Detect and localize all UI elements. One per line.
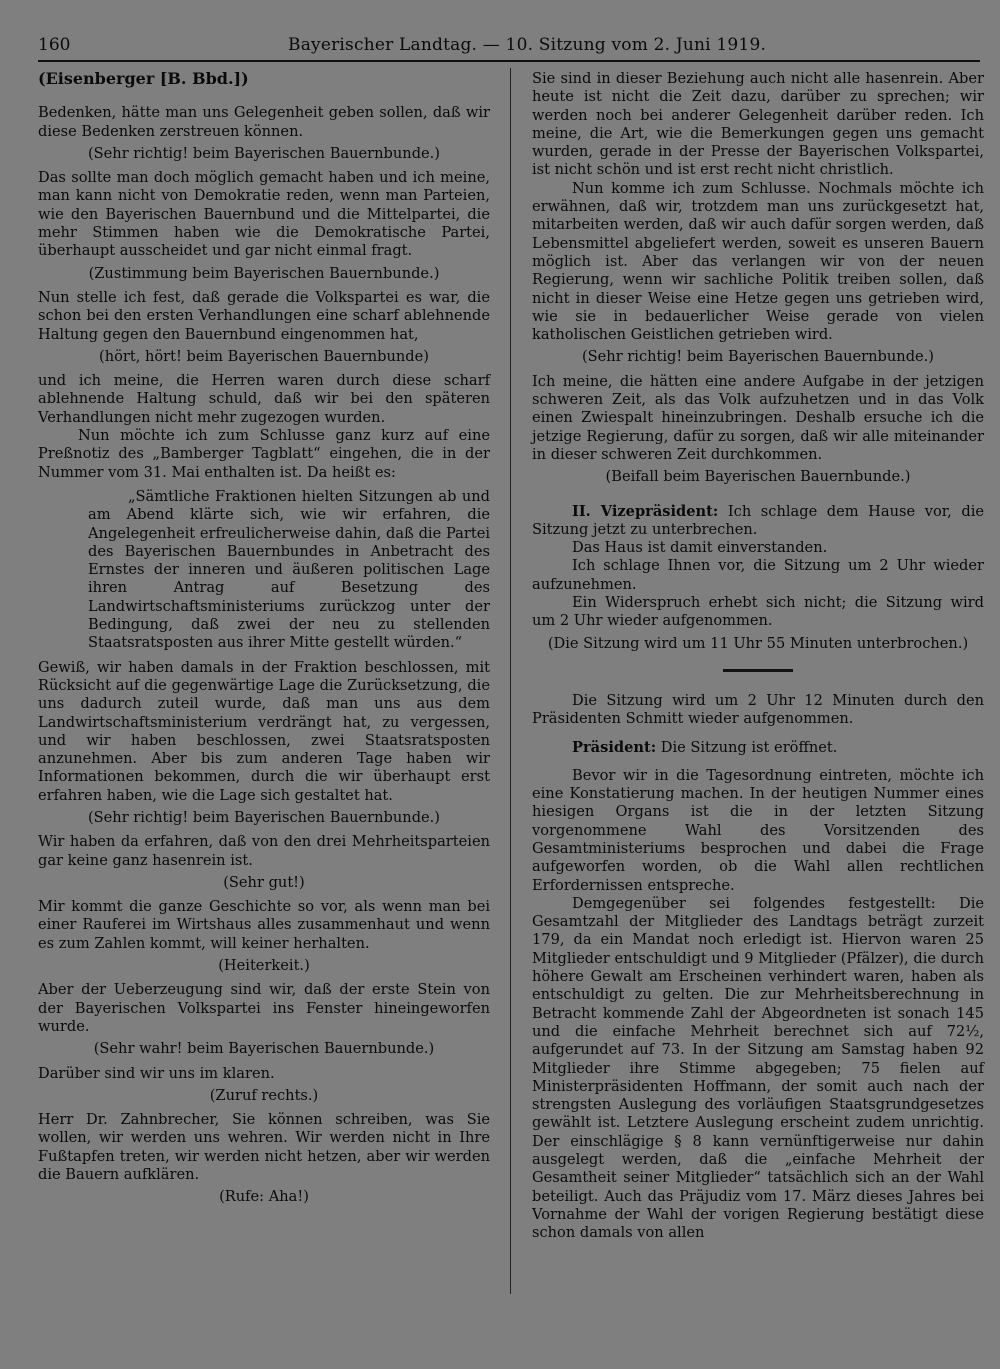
session-note: (Die Sitzung wird um 11 Uhr 55 Minuten unterbrochen.) (547, 634, 969, 652)
paragraph: Bedenken, hätte man uns Gelegenheit geben sollen, daß wir diese Bedenken zerstreuen können. (38, 104, 490, 140)
page-header (38, 30, 980, 62)
page-number: 160 (38, 35, 71, 55)
paragraph: Ich schlage Ihnen vor, die Sitzung um 2 Uhr wieder aufzunehmen. (532, 557, 984, 593)
paragraph: Ich meine, die hätten eine andere Aufgabe in der jetzigen schweren Zeit, als das Volk aufzuhetzen und in das Volk einen Zwiespalt hineinzubringen. Deshalb ersuche ich die jetzige Regierung, dafür zu sorgen, daß wir alle miteinander in dieser schweren Zeit durchkommen. (532, 372, 984, 463)
president-statement (532, 739, 984, 757)
paragraph: Nun komme ich zum Schlusse. Nochmals möchte ich erwähnen, daß wir, trotzdem man uns zurückgesetzt hat, mitarbeiten werden, daß wir auch dafür sorgen werden, daß Lebensmittel abgeliefert werden, soweit es unseren Bauern möglich ist. Aber das verlangen wir von der neuen Regierung, wenn wir sachliche Politik treiben sollen, daß nicht in dieser Weise eine Hetze gegen uns getrieben wird, wie sie in bedauerlicher Weise gerade von vielen katholischen Geistlichen getrieben wird. (532, 179, 984, 344)
paragraph: Sie sind in dieser Beziehung auch nicht alle hasenrein. Aber heute ist nicht die Zeit dazu, darüber zu sprechen; wir werden noch bei anderer Gelegenheit darüber reden. Ich meine, die Art, wie die Bemerkungen gegen uns gemacht wurden, gerade in der Presse der Bayerischen Volkspartei, ist nicht schön und ist erst recht nicht christlich. (532, 70, 984, 179)
press-quote: „Sämtliche Fraktionen hielten Sitzungen ab und am Abend klärte sich, wie wir erfahren, die Angelegenheit erfreulicherweise dahin, daß die Partei des Bayerischen Bauernbundes in Anbetracht des Ernstes der inneren und äußeren politischen Lage ihren Antrag auf Besetzung des Landwirtschaftsministeriums zurückzog unter der Bedingung, daß zwei der neu zu stellenden Staatsratsposten aus ihrer Mitte gestellt würden.“ (88, 487, 490, 652)
interjection: (Rufe: Aha!) (219, 1188, 309, 1206)
interjection: (Beifall beim Bayerischen Bauernbunde.) (605, 468, 911, 486)
paragraph: Bevor wir in die Tagesordnung eintreten, möchte ich eine Konstatierung machen. In der heutigen Nummer eines hiesigen Organs ist die in der letzten Sitzung vorgenommene Wahl des Vorsitzenden des Gesamtministeriums besprochen und dabei die Frage aufgeworfen worden, ob die Wahl allen rechtlichen Erfordernissen entspreche. (532, 766, 984, 894)
paragraph: Die Sitzung wird um 2 Uhr 12 Minuten durch den Präsidenten Schmitt wieder aufgenommen. (532, 691, 984, 728)
paragraph: Mir kommt die ganze Geschichte so vor, als wenn man bei einer Rauferei im Wirtshaus alles zusammenhaut und wenn es zum Zahlen kommt, will keiner herhalten. (38, 898, 490, 952)
interjection: (Sehr richtig! beim Bayerischen Bauernbunde.) (87, 144, 441, 162)
right-column (532, 70, 984, 1329)
interjection: (Sehr richtig! beim Bayerischen Bauernbunde.) (87, 808, 441, 826)
spacer (532, 729, 984, 739)
paragraph: Gewiß, wir haben damals in der Fraktion beschlossen, mit Rücksicht auf die gegenwärtige Lage die Zurücksetzung, die uns dadurch zuteil wurde, daß man uns aus dem Landwirtschaftsministerium verdrängt hat, zu vergessen, und wir haben beschlossen, zwei Staatsratsposten anzunehmen. Aber bis zum anderen Tage haben wir Informationen bekommen, durch die wir überhaupt erst erfahren haben, wie die Lage sich gestaltet hat. (38, 658, 490, 804)
paragraph: Darüber sind wir uns im klaren. (38, 1064, 275, 1082)
paragraph: Demgegenüber sei folgendes festgestellt: Die Gesamtzahl der Mitglieder des Landtags beträgt zurzeit 179, da ein Mandat noch erledigt ist. Hiervon waren 25 Mitglieder entschuldigt und 9 Mitglieder (Pfälzer), die durch höhere Gewalt am Erscheinen verhindert waren, haben als entschuldigt zu gelten. Die zur Mehrheitsberechnung in Betracht kommende Zahl der Abgeordneten ist sonach 145 und die einfache Mehrheit berechnet sich auf 72½, aufgerundet auf 73. In der Sitzung am Samstag haben 92 Mitglieder ihre Stimme abgegeben; 75 fielen auf Ministerpräsidenten Hoffmann, der somit auch nach der strengsten Auslegung des vorläufigen Staatsgrundgesetzes gewählt ist. Letztere Auslegung erscheint zudem unrichtig. Der einschlägige § 8 kann vernünftigerweise nur dahin ausgelegt werden, daß die „einfache Mehrheit der Gesamtheit seiner Mitglieder“ tatsächlich sich an der Wahl beteiligt. Auch das Präjudiz vom 17. März dieses Jahres bei Vornahme der Wahl der vorigen Regierung bestätigt diese schon damals von allen (532, 894, 984, 1242)
statement-text: Ich schlage dem Hause vor, die Sitzung jetzt zu unterbrechen. (532, 502, 984, 538)
interjection: (Sehr wahr! beim Bayerischen Bauernbunde.) (93, 1040, 435, 1058)
president-label: Präsident: (572, 738, 657, 756)
interjection: (Zuruf rechts.) (209, 1086, 319, 1104)
interjection: (Sehr gut!) (223, 873, 305, 891)
left-column (38, 70, 490, 1329)
speaker-heading: (Eisenberger [B. Bbd.]) (38, 69, 249, 88)
paragraph: Das sollte man doch möglich gemacht haben und ich meine, man kann nicht von Demokratie reden, wenn man Parteien, wie den Bayerischen Bauernbund und die Mittelpartei, die mehr Stimmen haben wie die Demokratische Partei, überhaupt ausscheidet und gar nicht einmal fragt. (38, 169, 490, 260)
spacer (532, 493, 984, 503)
paragraph: und ich meine, die Herren waren durch diese scharf ablehnende Haltung schuld, daß wir bei den späteren Verhandlungen nicht mehr zugezogen wurden. (38, 372, 490, 426)
vice-president-statement (532, 503, 984, 540)
spacer (532, 757, 984, 767)
paragraph: Ein Widerspruch erhebt sich nicht; die Sitzung wird um 2 Uhr wieder aufgenommen. (532, 594, 984, 630)
interjection: (Zustimmung beim Bayerischen Bauernbunde.) (88, 264, 440, 282)
paragraph: Wir haben da erfahren, daß von den drei Mehrheitsparteien gar keine ganz hasenrein ist. (38, 833, 490, 869)
column-divider (510, 68, 511, 1294)
paragraph: Nun stelle ich fest, daß gerade die Volkspartei es war, die schon bei den ersten Verhandlungen eine scharf ablehnende Haltung gegen den Bauernbund eingenommen hat, (38, 288, 490, 343)
interjection: (hört, hört! beim Bayerischen Bauernbunde) (99, 347, 429, 365)
vice-president-label: II. Vizepräsident: (572, 502, 719, 520)
paragraph: Herr Dr. Zahnbrecher, Sie können schreiben, was Sie wollen, wir werden uns wehren. Wir werden nicht in Ihre Fußtapfen treten, wir werden nicht hetzen, aber wir werden die Bauern aufklären. (38, 1111, 490, 1184)
statement-text: Die Sitzung ist eröffnet. (660, 738, 838, 756)
paragraph: Das Haus ist damit einverstanden. (572, 539, 828, 557)
paragraph: Aber der Ueberzeugung sind wir, daß der erste Stein von der Bayerischen Volkspartei ins Fenster hineingeworfen wurde. (38, 981, 490, 1035)
paragraph: Nun möchte ich zum Schlusse ganz kurz auf eine Preßnotiz des „Bamberger Tagblatt“ eingehen, die in der Nummer vom 31. Mai enthalten ist. Da heißt es: (38, 427, 490, 481)
running-title: Bayerischer Landtag. — 10. Sitzung vom 2. Juni 1919. (288, 35, 767, 55)
interjection: (Heiterkeit.) (218, 957, 310, 975)
section-rule (723, 669, 793, 672)
interjection: (Sehr richtig! beim Bayerischen Bauernbunde.) (581, 348, 935, 366)
